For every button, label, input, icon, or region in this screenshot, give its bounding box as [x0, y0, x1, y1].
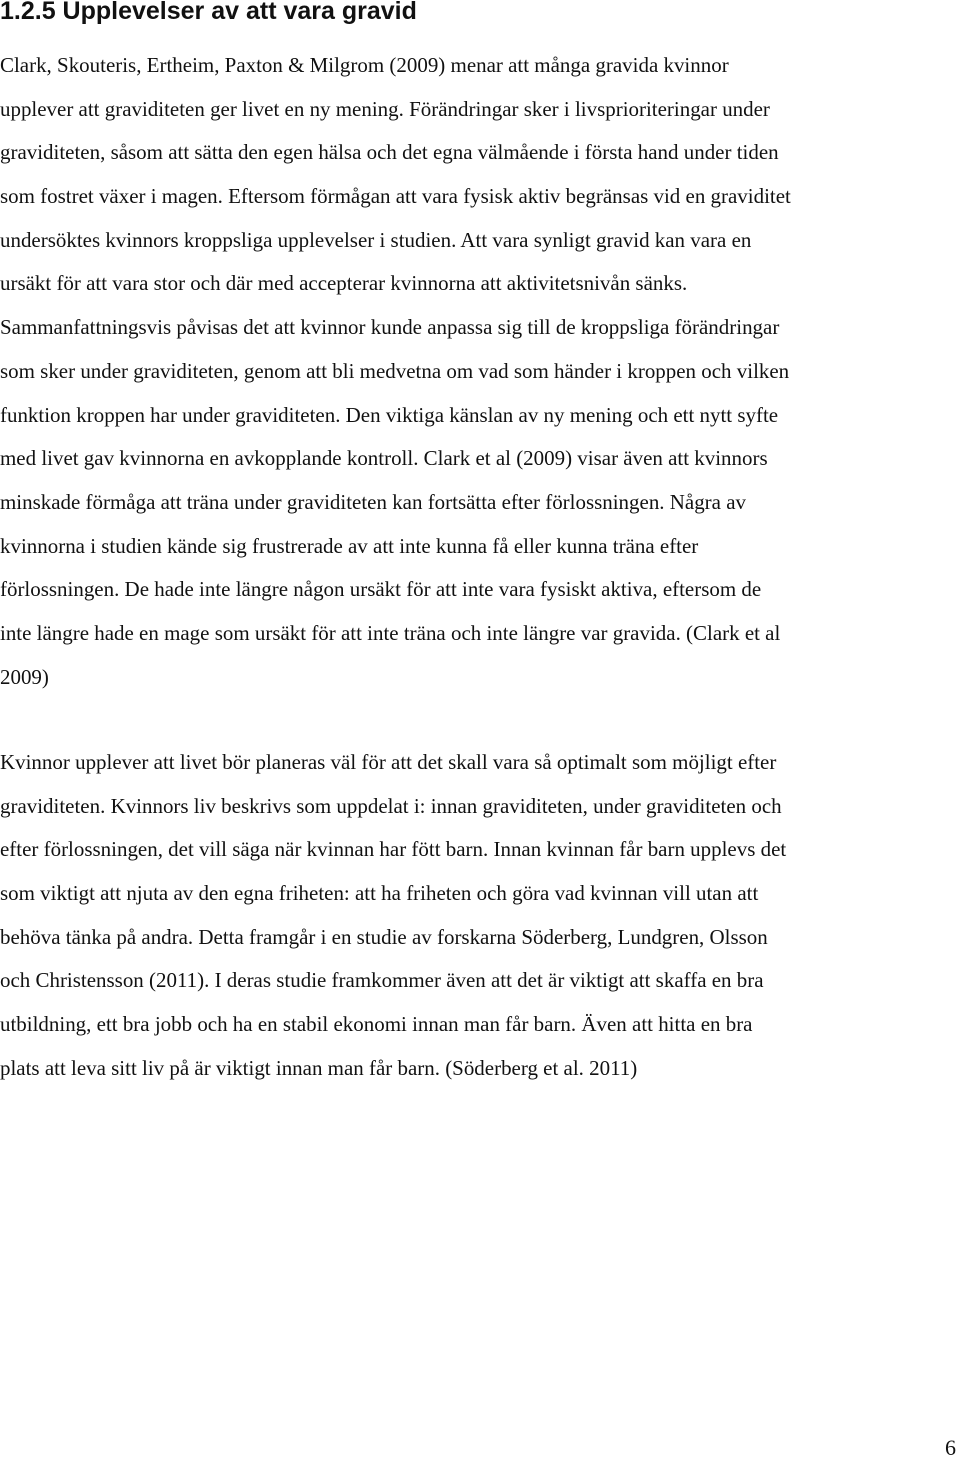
text-line: Sammanfattningsvis påvisas det att kvinnor kunde anpassa sig till de kroppsliga förändringar	[0, 315, 780, 340]
text-line: Clark, Skouteris, Ertheim, Paxton & Milgrom (2009) menar att många gravida kvinnor	[0, 53, 729, 77]
paragraph-pregnancy-experience	[0, 44, 960, 699]
text-line: utbildning, ett bra jobb och ha en stabil ekonomi innan man får barn. Även att hitta en bra	[0, 1012, 753, 1037]
page-number: 6	[945, 1435, 956, 1460]
text-line: plats att leva sitt liv på är viktigt innan man får barn. (Söderberg et al. 2011)	[0, 1055, 638, 1080]
text-line: 2009)	[0, 664, 49, 689]
text-line: minskade förmåga att träna under graviditeten kan fortsätta efter förlossningen. Några av	[0, 489, 746, 514]
text-line: som sker under graviditeten, genom att bli medvetna om vad som händer i kroppen och vilken	[0, 358, 790, 383]
text-line: inte längre hade en mage som ursäkt för att inte träna och inte längre var gravida. (Clark et al	[0, 620, 781, 645]
text-line: som viktigt att njuta av den egna friheten: att ha friheten och göra vad kvinnan vill utan att	[0, 881, 759, 906]
text-line: graviditeten. Kvinnors liv beskrivs som uppdelat i: innan graviditeten, under graviditeten och	[0, 793, 782, 818]
text-line: behöva tänka på andra. Detta framgår i en studie av forskarna Söderberg, Lundgren, Olsson	[0, 924, 768, 949]
text-line: kvinnorna i studien kände sig frustrerade av att inte kunna få eller kunna träna efter	[0, 533, 699, 558]
text-line: funktion kroppen har under graviditeten. Den viktiga känslan av ny mening och ett nytt syfte	[0, 402, 779, 427]
text-line: ursäkt för att vara stor och där med accepterar kvinnorna att aktivitetsnivån sänks.	[0, 271, 688, 296]
text-line: efter förlossningen, det vill säga när kvinnan har fött barn. Innan kvinnan får barn upplevs det	[0, 837, 787, 862]
section-heading: 1.2.5 Upplevelser av att vara gravid	[0, 0, 417, 25]
text-line: graviditeten, såsom att sätta den egen hälsa och det egna välmående i första hand under tiden	[0, 140, 779, 165]
text-line: Kvinnor upplever att livet bör planeras väl för att det skall vara så optimalt som möjligt efter	[0, 750, 777, 774]
text-line: undersöktes kvinnors kroppsliga upplevelser i studien. Att vara synligt gravid kan vara en	[0, 227, 752, 252]
paragraph-life-planning	[0, 741, 960, 1091]
text-line: upplever att graviditeten ger livet en ny mening. Förändringar sker i livsprioriteringar under	[0, 96, 770, 121]
text-line: och Christensson (2011). I deras studie framkommer även att det är viktigt att skaffa en bra	[0, 968, 764, 993]
text-line: som fostret växer i magen. Eftersom förmågan att vara fysisk aktiv begränsas vid en graviditet	[0, 184, 791, 209]
text-line: med livet gav kvinnorna en avkopplande kontroll. Clark et al (2009) visar även att kvinnors	[0, 446, 768, 471]
text-line: förlossningen. De hade inte längre någon ursäkt för att inte vara fysiskt aktiva, eftersom de	[0, 577, 762, 602]
